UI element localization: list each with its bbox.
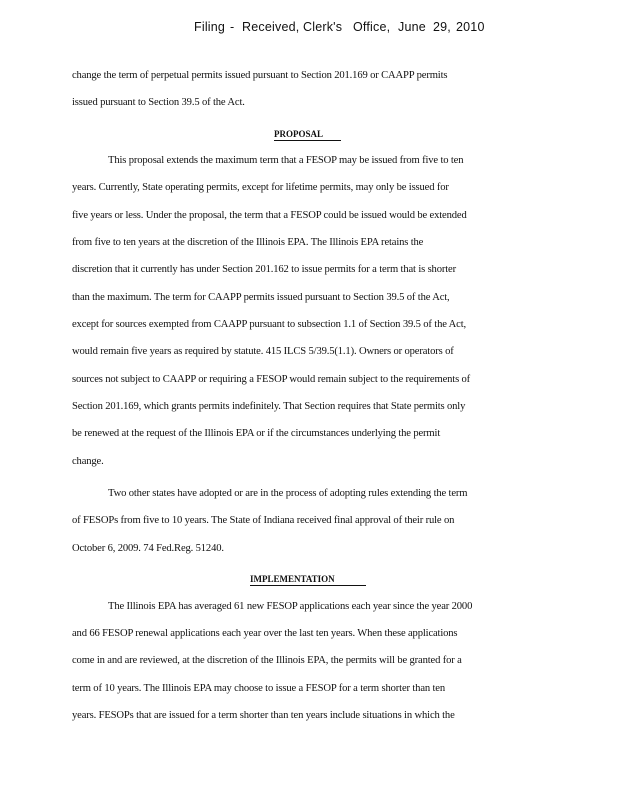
body-line: from five to ten years at the discretion of the Illinois EPA. The Illinois EPA retains the xyxy=(72,237,424,248)
body-line: and 66 FESOP renewal applications each year over the last ten years. When these applications xyxy=(72,628,458,639)
body-line: term of 10 years. The Illinois EPA may choose to issue a FESOP for a term shorter than ten xyxy=(72,683,446,694)
header-month: June xyxy=(398,20,426,34)
header-received: - Received, xyxy=(230,20,300,34)
body-line: than the maximum. The term for CAAPP permits issued pursuant to Section 39.5 of the Act, xyxy=(72,292,450,303)
body-line: Two other states have adopted or are in the process of adopting rules extending the term xyxy=(108,488,468,499)
body-line: issued pursuant to Section 39.5 of the Act. xyxy=(72,97,245,108)
implementation-heading: IMPLEMENTATION xyxy=(250,574,335,584)
body-line: be renewed at the request of the Illinois EPA or if the circumstances underlying the permit xyxy=(72,428,441,439)
body-line: years. Currently, State operating permits, except for lifetime permits, may only be issued for xyxy=(72,182,449,193)
body-line: of FESOPs from five to 10 years. The State of Indiana received final approval of their rule on xyxy=(72,515,455,526)
header-filing: Filing xyxy=(194,20,226,34)
proposal-heading: PROPOSAL xyxy=(274,129,324,139)
body-line: come in and are reviewed, at the discretion of the Illinois EPA, the permits will be granted for a xyxy=(72,655,462,666)
implementation-heading-underline xyxy=(250,585,366,586)
header-day: 29, xyxy=(433,20,451,34)
body-line: discretion that it currently has under Section 201.162 to issue permits for a term that is shorter xyxy=(72,264,456,275)
header-clerk: Clerk's xyxy=(303,20,343,34)
body-line: This proposal extends the maximum term that a FESOP may be issued from five to ten xyxy=(108,155,464,166)
body-line: sources not subject to CAAPP or requiring a FESOP would remain subject to the requirements of xyxy=(72,374,471,385)
body-line: change. xyxy=(72,456,104,467)
body-line: Section 201.169, which grants permits indefinitely. That Section requires that State permits only xyxy=(72,401,466,412)
proposal-heading-underline xyxy=(274,140,341,141)
body-line: five years or less. Under the proposal, the term that a FESOP could be issued would be extended xyxy=(72,210,467,221)
body-line: years. FESOPs that are issued for a term shorter than ten years include situations in which the xyxy=(72,710,455,721)
header-year: 2010 xyxy=(456,20,485,34)
body-line: except for sources exempted from CAAPP pursuant to subsection 1.1 of Section 39.5 of the Act, xyxy=(72,319,467,330)
body-line: change the term of perpetual permits issued pursuant to Section 201.169 or CAAPP permits xyxy=(72,70,448,81)
body-line: The Illinois EPA has averaged 61 new FESOP applications each year since the year 2000 xyxy=(108,601,473,612)
body-line: would remain five years as required by statute. 415 ILCS 5/39.5(1.1). Owners or operators of xyxy=(72,346,454,357)
body-line: October 6, 2009. 74 Fed.Reg. 51240. xyxy=(72,543,224,554)
header-office: Office, xyxy=(353,20,391,34)
